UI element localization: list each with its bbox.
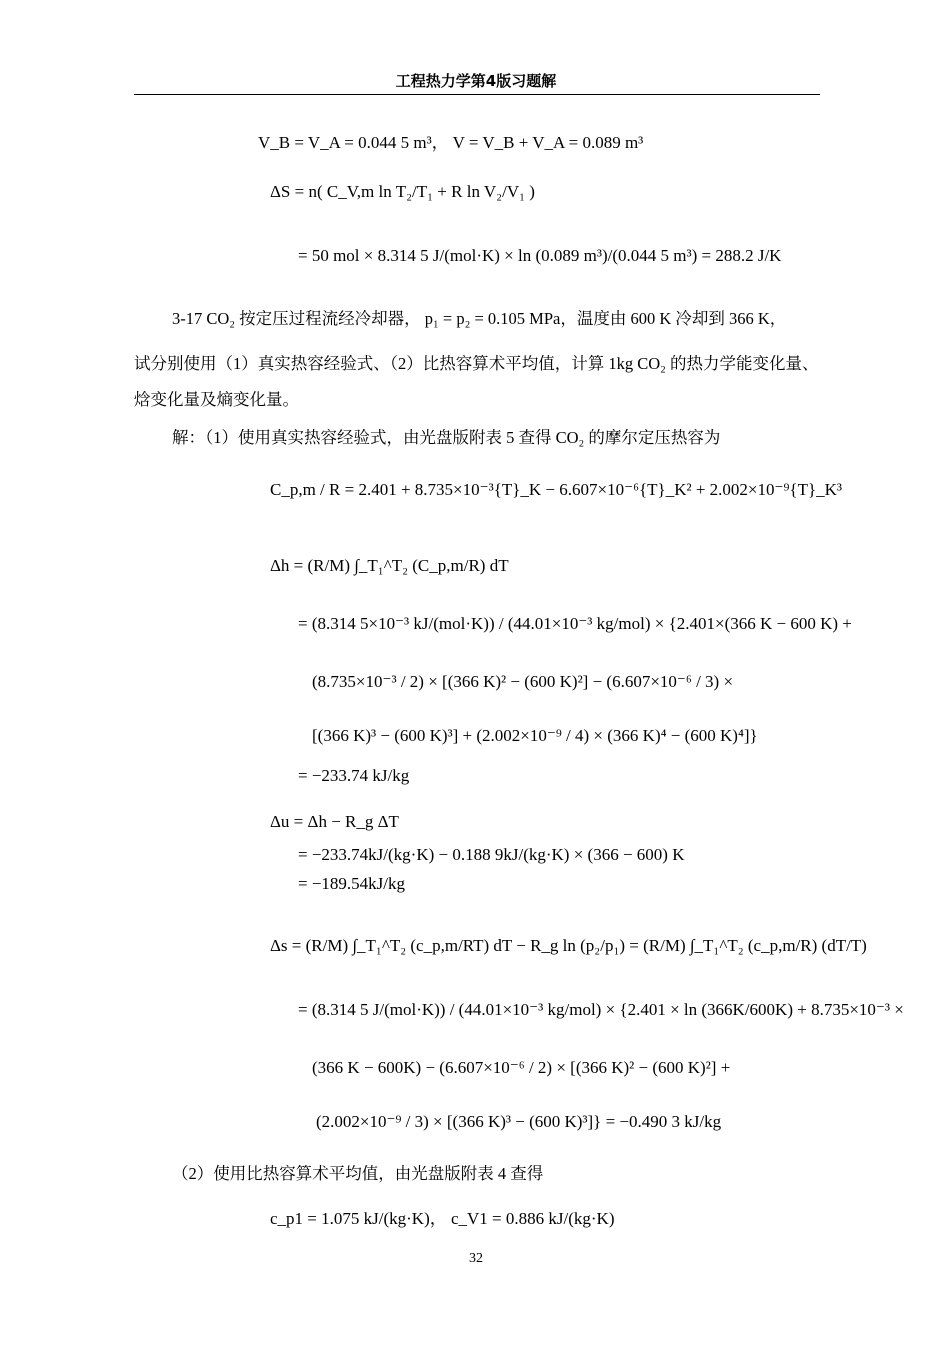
equation-internal-energy-line-1: = −233.74kJ/(kg·K) − 0.188 9kJ/(kg·K) × (366 − 600) K — [298, 845, 685, 864]
equation-entropy-result: = 50 mol × 8.314 5 J/(mol·K) × ln (0.089 m³)/(0.044 5 m³) = 288.2 J/K — [298, 246, 782, 265]
solution-part-2-intro: （2）使用比热容算术平均值，由光盘版附表 4 查得 — [172, 1164, 544, 1183]
problem-3-17-line-3: 焓变化量及熵变化量。 — [134, 390, 299, 409]
equation-enthalpy-line-1: = (8.314 5×10⁻³ kJ/(mol·K)) / (44.01×10⁻³ kg/mol) × {2.401×(366 K − 600 K) + — [298, 614, 852, 633]
equation-enthalpy-line-2: (8.735×10⁻³ / 2) × [(366 K)² − (600 K)²] − (6.607×10⁻⁶ / 3) × — [312, 672, 734, 691]
equation-enthalpy-integral: Δh = (R/M) ∫_T₁^T₂ (C_p,m/R) dT — [270, 556, 509, 575]
page-number: 32 — [469, 1251, 483, 1266]
equation-heat-capacity: C_p,m / R = 2.401 + 8.735×10⁻³{T}_K − 6.607×10⁻⁶{T}_K² + 2.002×10⁻⁹{T}_K³ — [270, 480, 842, 499]
problem-3-17-line-2: 试分别使用（1）真实热容经验式、（2）比热容算术平均值，计算 1kg CO₂ 的热力学能变化量、 — [134, 354, 819, 373]
problem-3-17-line-1: 3-17 CO₂ 按定压过程流经冷却器， p₁ = p₂ = 0.105 MPa，温度由 600 K 冷却到 366 K， — [172, 309, 787, 328]
equation-internal-energy-result: = −189.54kJ/kg — [298, 874, 406, 893]
equation-entropy-general: ΔS = n( C_V,m ln T₂/T₁ + R ln V₂/V₁ ) — [270, 182, 535, 201]
equation-enthalpy-result: = −233.74 kJ/kg — [298, 766, 410, 785]
equation-mean-heat-capacity: c_p1 = 1.075 kJ/(kg·K)， c_V1 = 0.886 kJ/(kg·K) — [270, 1209, 615, 1228]
equation-entropy-integral: Δs = (R/M) ∫_T₁^T₂ (c_p,m/RT) dT − R_g ln (p₂/p₁) = (R/M) ∫_T₁^T₂ (c_p,m/R) (dT/T) — [270, 936, 867, 955]
equation-entropy-line-2: (366 K − 600K) − (6.607×10⁻⁶ / 2) × [(366 K)² − (600 K)²] + — [312, 1058, 731, 1077]
equation-internal-energy: Δu = Δh − R_g ΔT — [270, 812, 399, 831]
equation-entropy-line-3: (2.002×10⁻⁹ / 3) × [(366 K)³ − (600 K)³]} = −0.490 3 kJ/kg — [316, 1112, 722, 1131]
equation-enthalpy-line-3: [(366 K)³ − (600 K)³] + (2.002×10⁻⁹ / 4) × (366 K)⁴ − (600 K)⁴]} — [312, 726, 758, 745]
running-header: 工程热力学第4版习题解 — [395, 72, 557, 90]
equation-entropy-line-1: = (8.314 5 J/(mol·K)) / (44.01×10⁻³ kg/mol) × {2.401 × ln (366K/600K) + 8.735×10⁻³ × — [298, 1000, 904, 1019]
equation-volumes: V_B = V_A = 0.044 5 m³， V = V_B + V_A = 0.089 m³ — [258, 133, 644, 152]
header-rule — [134, 94, 820, 95]
solution-intro: 解：（1）使用真实热容经验式，由光盘版附表 5 查得 CO₂ 的摩尔定压热容为 — [172, 428, 721, 447]
